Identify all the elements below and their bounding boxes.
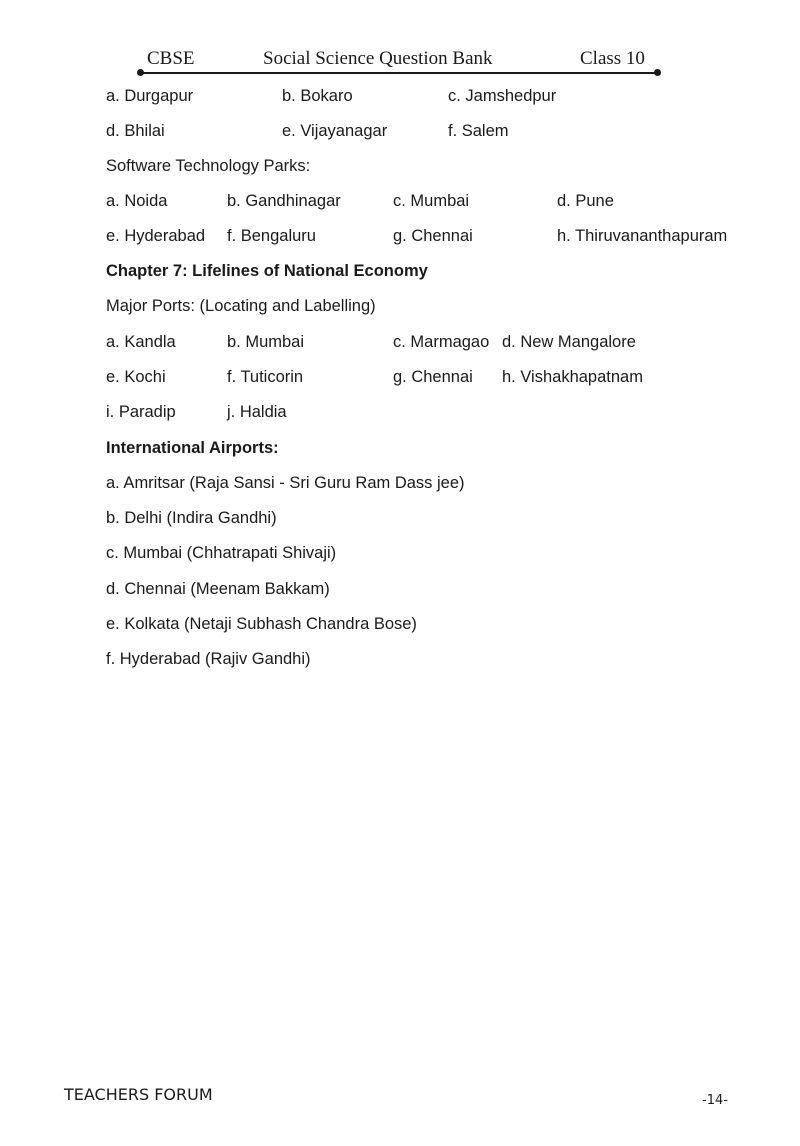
list-item: e. Vijayanagar [282, 122, 388, 140]
header-title: Social Science Question Bank [263, 48, 493, 69]
list-item: i. Paradip [106, 403, 176, 421]
list-item: g. Chennai [393, 368, 473, 386]
list-item: c. Marmagao [393, 333, 490, 351]
ports-heading: Major Ports: (Locating and Labelling) [106, 297, 376, 315]
list-item: b. Delhi (Indira Gandhi) [106, 509, 277, 527]
list-item: a. Amritsar (Raja Sansi - Sri Guru Ram Dass jee) [106, 474, 465, 492]
list-item: d. Bhilai [106, 122, 165, 140]
list-item: f. Tuticorin [227, 368, 304, 386]
header-rule-left-dot [137, 69, 144, 76]
list-item: f. Bengaluru [227, 227, 316, 245]
list-item: a. Durgapur [106, 87, 194, 105]
software-parks-heading: Software Technology Parks: [106, 157, 311, 175]
header-class: Class 10 [580, 48, 645, 69]
list-item: d. Pune [557, 192, 614, 210]
list-item: e. Hyderabad [106, 227, 206, 245]
list-item: c. Mumbai (Chhatrapati Shivaji) [106, 544, 337, 562]
list-item: c. Jamshedpur [448, 87, 557, 105]
list-item: j. Haldia [227, 403, 287, 421]
list-item: c. Mumbai [393, 192, 470, 210]
list-item: b. Bokaro [282, 87, 353, 105]
list-item: h. Thiruvananthapuram [557, 227, 728, 245]
footer-publisher: TEACHERS FORUM [64, 1085, 213, 1104]
header-rule-right-dot [654, 69, 661, 76]
airports-heading: International Airports: [106, 439, 279, 457]
list-item: d. New Mangalore [502, 333, 636, 351]
chapter-title: Chapter 7: Lifelines of National Economy [106, 262, 428, 280]
header-rule [141, 72, 657, 74]
list-item: a. Noida [106, 192, 168, 210]
list-item: e. Kochi [106, 368, 166, 386]
list-item: f. Salem [448, 122, 509, 140]
list-item: g. Chennai [393, 227, 473, 245]
list-item: b. Gandhinagar [227, 192, 341, 210]
header-board: CBSE [147, 48, 195, 69]
list-item: a. Kandla [106, 333, 176, 351]
list-item: h. Vishakhapatnam [502, 368, 643, 386]
list-item: d. Chennai (Meenam Bakkam) [106, 580, 330, 598]
list-item: f. Hyderabad (Rajiv Gandhi) [106, 650, 311, 668]
page-number: -14- [702, 1093, 728, 1108]
list-item: b. Mumbai [227, 333, 305, 351]
list-item: e. Kolkata (Netaji Subhash Chandra Bose) [106, 615, 417, 633]
